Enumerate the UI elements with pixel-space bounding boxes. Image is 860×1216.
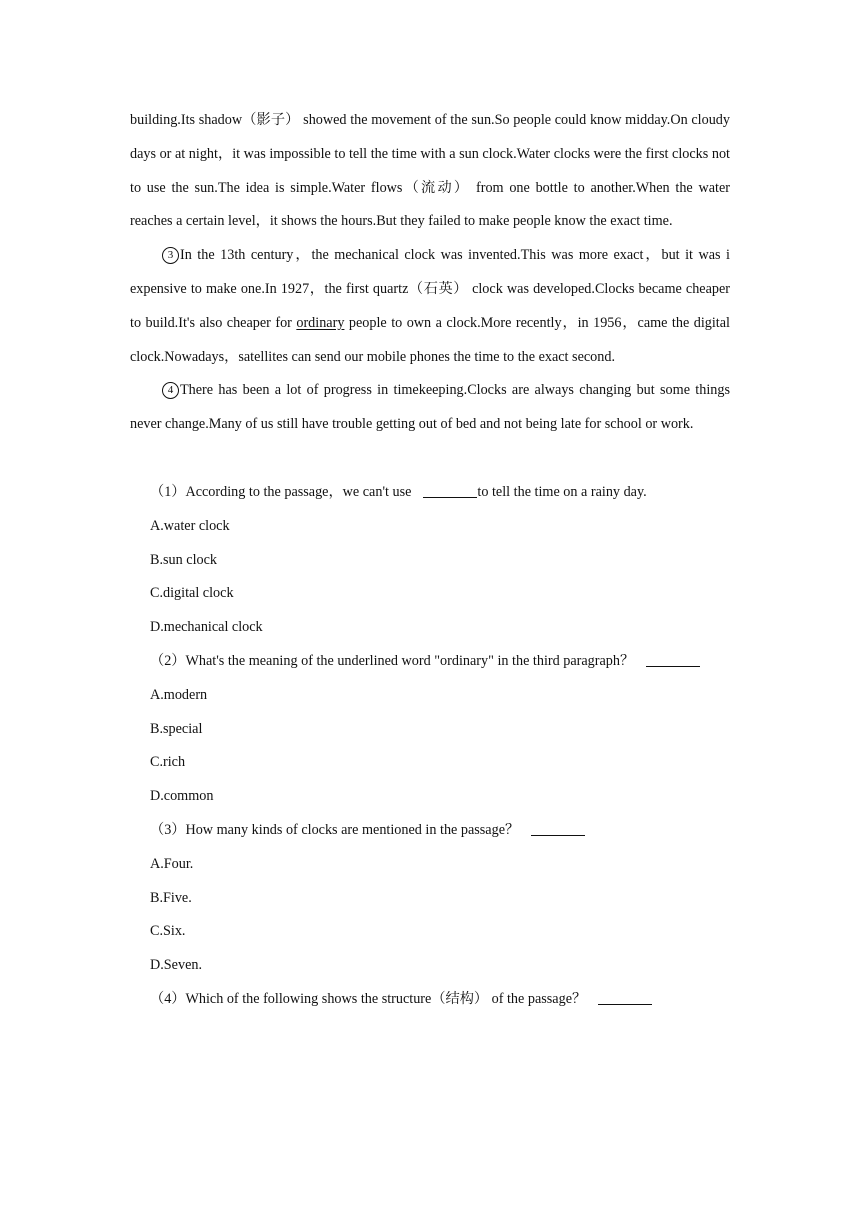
option-a: A.modern	[150, 686, 208, 703]
answer-blank	[531, 821, 585, 836]
question-stem	[130, 476, 730, 510]
answer-blank	[598, 990, 652, 1005]
option-d: D.Seven.	[150, 957, 203, 974]
question-stem	[130, 983, 730, 1017]
option-d: D.mechanical clock	[150, 619, 263, 636]
paragraph-3	[130, 239, 730, 374]
question-text-tail: to tell the time on a rainy day.	[477, 483, 647, 500]
paragraph-4-text: There has been a lot of progress in timekeeping.Clocks are always changing but some things never change.Many of us still have trouble getting out of bed and not being late for school or work.	[130, 382, 730, 433]
answer-blank	[423, 483, 477, 498]
question-stem	[130, 814, 730, 848]
option-a: A.water clock	[150, 517, 230, 534]
question-text: （4）Which of the following shows the structure（结构） of the passage？	[150, 990, 587, 1007]
option-c: C.rich	[150, 754, 186, 771]
option-b: B.Five.	[150, 889, 192, 906]
paragraph-number-3: 3	[162, 247, 179, 264]
option-a: A.Four.	[150, 855, 194, 872]
paragraph-4	[130, 374, 730, 442]
option-b: B.sun clock	[150, 551, 217, 568]
paragraph-2-continuation: building.Its shadow（影子） showed the movement of the sun.So people could know midday.On cloudy days or at night，it was impossible to tell the time with a sun clock.Water clocks were the first clocks not to use the sun.The idea is simple.Water flows（流动） from one bottle to another.When the water reaches a certain level，it shows the hours.But they failed to make people know the exact time.	[130, 112, 730, 230]
question-text: （1）According to the passage，we can't use	[150, 483, 412, 500]
option-b: B.special	[150, 720, 203, 737]
question-4	[130, 983, 730, 1017]
question-1	[130, 476, 730, 645]
option-d: D.common	[150, 788, 214, 805]
paragraph-number-4: 4	[162, 382, 179, 399]
question-text: （2）What's the meaning of the underlined word "ordinary" in the third paragraph？	[150, 652, 635, 669]
paragraph-3-text-b: people to own a clock.More recently，in 1956，came the digital clock.Nowadays，satellites can send our mobile phones the time to the exact second.	[130, 314, 730, 365]
option-c: C.Six.	[150, 923, 186, 940]
answer-blank	[646, 652, 700, 667]
paragraph-3-text-a: In the 13th century，the mechanical clock was invented.This was more exact，but it was i expensive to make one.In 1927，the first quartz（石英） clock was developed.Clocks became cheaper to build.It's also cheaper for	[130, 247, 730, 331]
underlined-word-ordinary: ordinary	[296, 314, 345, 331]
question-stem	[130, 645, 730, 679]
question-text: （3）How many kinds of clocks are mentioned in the passage？	[150, 821, 520, 838]
option-c: C.digital clock	[150, 585, 234, 602]
spacer	[130, 442, 730, 476]
question-2	[130, 645, 730, 814]
document-page	[130, 104, 730, 1017]
question-3	[130, 814, 730, 983]
